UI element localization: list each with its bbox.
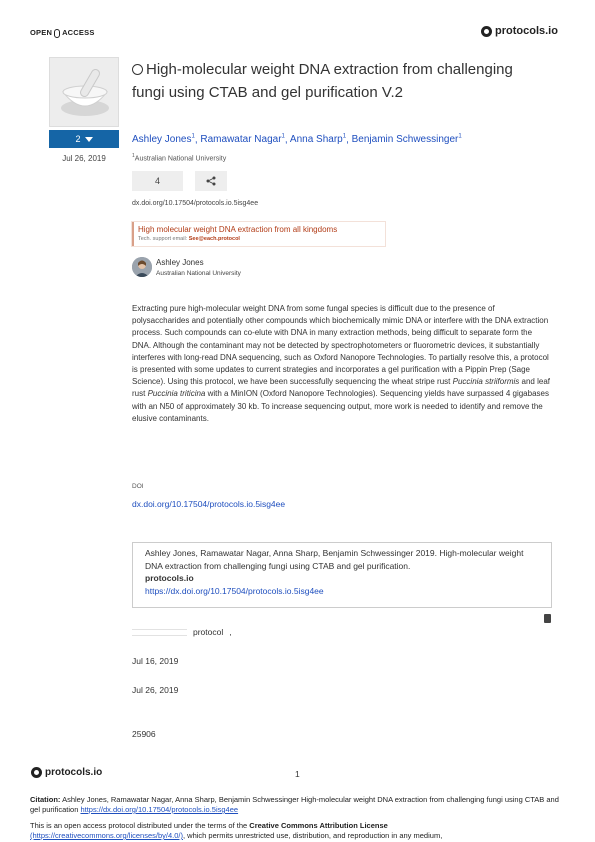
publication-date: Jul 26, 2019 bbox=[62, 154, 106, 163]
open-access-right: ACCESS bbox=[62, 28, 95, 37]
creator-avatar-image bbox=[132, 257, 152, 277]
type-placeholder bbox=[132, 629, 187, 636]
author-link[interactable]: Ashley Jones$^1$ bbox=[132, 134, 195, 146]
protocol-title: High-molecular weight DNA extraction from challenging fungi using CTAB and gel purification V.2 bbox=[132, 61, 513, 101]
footer-citation: Citation: Ashley Jones, Ramawatar Nagar, Anna Sharp, Benjamin Schwessinger High-molecular weight DNA extraction from challenging fungi using CTAB and gel purification https://dx.doi.org/10.17504/protocols.io.5isg4ee bbox=[30, 795, 559, 814]
citation-box bbox=[132, 542, 552, 608]
protocols-io-logo[interactable] bbox=[481, 25, 558, 37]
protocols-logo-icon bbox=[31, 767, 42, 778]
collection-title[interactable]: High molecular weight DNA extraction from all kingdoms bbox=[138, 225, 338, 234]
tech-support: Tech. support email: See@each.protocol bbox=[138, 236, 240, 242]
collection-card[interactable] bbox=[132, 222, 385, 246]
document-icon[interactable] bbox=[544, 614, 551, 623]
stat-counter[interactable]: 4 bbox=[132, 171, 183, 191]
creator-affiliation: Australian National University bbox=[156, 270, 241, 277]
protocol-id: 25906 bbox=[132, 729, 156, 739]
footer-logo[interactable]: protocols.io bbox=[31, 767, 102, 778]
type-label: protocol bbox=[193, 627, 224, 637]
citation-publication: protocols.io bbox=[145, 573, 194, 583]
protocol-thumbnail bbox=[49, 57, 119, 127]
footer-license: This is an open access protocol distributed under the terms of the Creative Commons Attribution License (https://creativecommons.org/licenses/by/4.0/), which permits unrestricted use, distribution, and reproduction in any medium, bbox=[30, 821, 443, 840]
share-button[interactable] bbox=[195, 171, 227, 191]
protocol-title-block bbox=[132, 58, 532, 104]
doi-short: dx.doi.org/10.17504/protocols.io.5isg4ee bbox=[132, 200, 259, 207]
doi-link[interactable]: dx.doi.org/10.17504/protocols.io.5isg4ee bbox=[132, 499, 286, 509]
share-icon bbox=[206, 176, 216, 186]
author-link[interactable]: Ramawatar Nagar$^1$ bbox=[200, 134, 285, 146]
abstract: Extracting pure high-molecular weight DNA from some fungal species is difficult due to the presence of polysaccharides and potentially other compounds which biochemically mimic DNA or interfere with the DNA extraction process. Such compounds can co-elute with DNA in many extraction methods, being difficult to separate form the DNA. Although the contaminant may not be detected by spectrophotometers or fluorometric devices, it substantially interferes with long-read DNA sequencing, such as Oxford Nanopore Technologies. To partially resolve this, a protocol is presented with some updates to current strategies and incorporates a gel purification with a Pippin Prep (Sage Science). Using this protocol, we have been successfully sequencing the wheat stripe rust Puccinia striiformis and leaf rust Puccinia triticina with a MinION (Oxford Nanopore Technologies). Sequencing yields have surpassed 4 gigabases with an N50 of approximately 30 kb. To increase sequencing output, more work is needed to identify and remove the elusive contaminants. bbox=[132, 304, 551, 423]
mortar-pestle-image bbox=[50, 58, 119, 127]
affiliation: $^1$Australian National University bbox=[132, 153, 227, 163]
version-number: 2 bbox=[75, 134, 81, 144]
protocol-type bbox=[132, 627, 232, 637]
protocols-logo-icon bbox=[481, 26, 492, 37]
globe-icon bbox=[132, 64, 143, 75]
open-lock-icon bbox=[54, 29, 60, 38]
doi-label: DOI bbox=[132, 483, 144, 490]
citation-text: Ashley Jones, Ramawatar Nagar, Anna Sharp, Benjamin Schwessinger 2019. High-molecular weight DNA extraction from challenging fungi using CTAB and gel purification. bbox=[145, 548, 524, 571]
chevron-down-icon bbox=[85, 137, 93, 142]
avatar bbox=[132, 257, 152, 277]
footer-citation-link[interactable]: https://dx.doi.org/10.17504/protocols.io.5isg4ee bbox=[80, 805, 239, 814]
version-dropdown[interactable] bbox=[49, 130, 119, 148]
open-access-logo bbox=[30, 28, 95, 37]
license-link[interactable]: (https://creativecommons.org/licenses/by/4.0/) bbox=[30, 831, 183, 840]
author-list: Ashley Jones$^1$, Ramawatar Nagar$^1$, Anna Sharp$^1$, Benjamin Schwessinger$^1$ bbox=[132, 134, 462, 146]
published-date: Jul 26, 2019 bbox=[132, 685, 179, 695]
created-date: Jul 16, 2019 bbox=[132, 656, 179, 666]
author-link[interactable]: Anna Sharp$^1$ bbox=[289, 134, 347, 146]
type-separator: , bbox=[229, 627, 232, 637]
open-access-left: OPEN bbox=[30, 28, 53, 37]
footer-notes bbox=[30, 795, 570, 841]
page-number: 1 bbox=[295, 769, 300, 779]
brand-name: protocols.io bbox=[495, 25, 558, 37]
author-link[interactable]: Benjamin Schwessinger$^1$ bbox=[351, 134, 462, 146]
creator-name[interactable]: Ashley Jones bbox=[156, 258, 204, 267]
citation-link[interactable]: https://dx.doi.org/10.17504/protocols.io.5isg4ee bbox=[145, 585, 324, 596]
